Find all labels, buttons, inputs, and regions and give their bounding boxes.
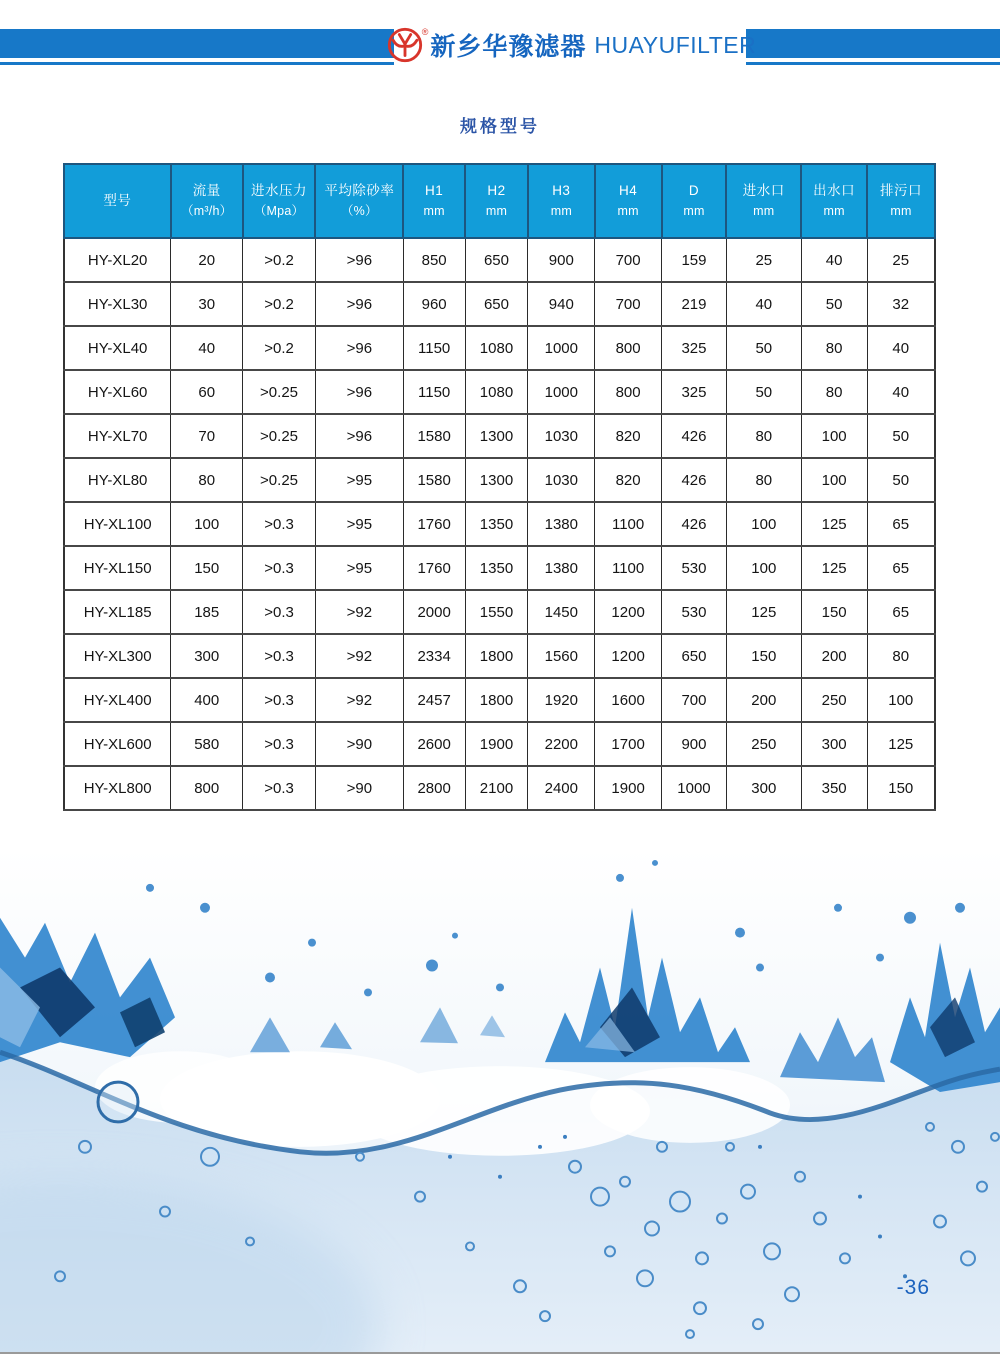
cell-value: 700 bbox=[595, 238, 662, 282]
cell-value: 219 bbox=[662, 282, 727, 326]
table-row bbox=[64, 502, 935, 546]
cell-value: >0.2 bbox=[243, 326, 316, 370]
cell-value: 1300 bbox=[465, 458, 528, 502]
cell-value: 100 bbox=[726, 502, 801, 546]
cell-model: HY-XL185 bbox=[64, 590, 171, 634]
cell-value: 125 bbox=[801, 546, 867, 590]
cell-value: 25 bbox=[726, 238, 801, 282]
cell-value: 100 bbox=[171, 502, 243, 546]
cell-value: 250 bbox=[801, 678, 867, 722]
cell-value: >0.25 bbox=[243, 414, 316, 458]
cell-value: 65 bbox=[867, 546, 935, 590]
cell-value: 2334 bbox=[403, 634, 465, 678]
cell-value: 200 bbox=[726, 678, 801, 722]
cell-value: 125 bbox=[867, 722, 935, 766]
cell-value: 2200 bbox=[528, 722, 595, 766]
cell-value: 1000 bbox=[528, 370, 595, 414]
cell-value: 800 bbox=[595, 326, 662, 370]
cell-value: 580 bbox=[171, 722, 243, 766]
table-row bbox=[64, 282, 935, 326]
cell-value: 800 bbox=[171, 766, 243, 810]
col-header-7: H3 mm bbox=[528, 164, 595, 238]
cell-value: 350 bbox=[801, 766, 867, 810]
table-row bbox=[64, 722, 935, 766]
cell-value: 1300 bbox=[465, 414, 528, 458]
col-header-6: H2 mm bbox=[465, 164, 528, 238]
cell-value: >95 bbox=[315, 458, 403, 502]
cell-value: 1760 bbox=[403, 546, 465, 590]
cell-value: 1800 bbox=[465, 634, 528, 678]
cell-value: 65 bbox=[867, 590, 935, 634]
table-row bbox=[64, 326, 935, 370]
col-header-2: 流量 （m³/h） bbox=[171, 164, 243, 238]
cell-value: 250 bbox=[726, 722, 801, 766]
cell-value: 1150 bbox=[403, 370, 465, 414]
cell-value: 1350 bbox=[465, 546, 528, 590]
cell-value: 80 bbox=[171, 458, 243, 502]
cell-value: 100 bbox=[726, 546, 801, 590]
cell-value: 2100 bbox=[465, 766, 528, 810]
cell-value: 100 bbox=[867, 678, 935, 722]
cell-model: HY-XL70 bbox=[64, 414, 171, 458]
col-header-3: 进水压力 （Mpa） bbox=[243, 164, 316, 238]
cell-value: 1450 bbox=[528, 590, 595, 634]
cell-value: 530 bbox=[662, 546, 727, 590]
cell-value: 2457 bbox=[403, 678, 465, 722]
cell-value: 1380 bbox=[528, 546, 595, 590]
cell-model: HY-XL400 bbox=[64, 678, 171, 722]
cell-value: >0.25 bbox=[243, 370, 316, 414]
table-row bbox=[64, 546, 935, 590]
col-header-1: 型号 bbox=[64, 164, 171, 238]
water-splash-graphic bbox=[0, 848, 1000, 1352]
cell-value: 300 bbox=[726, 766, 801, 810]
page-title: 规格型号 bbox=[460, 117, 540, 136]
cell-value: 325 bbox=[662, 370, 727, 414]
cell-value: 100 bbox=[801, 458, 867, 502]
cell-value: 50 bbox=[867, 458, 935, 502]
cell-model: HY-XL40 bbox=[64, 326, 171, 370]
cell-value: 820 bbox=[595, 414, 662, 458]
registered-trademark: ® bbox=[421, 27, 429, 37]
cell-value: 960 bbox=[403, 282, 465, 326]
cell-value: >0.2 bbox=[243, 238, 316, 282]
cell-value: >95 bbox=[315, 546, 403, 590]
cell-value: 40 bbox=[867, 370, 935, 414]
cell-value: 700 bbox=[662, 678, 727, 722]
cell-value: 1550 bbox=[465, 590, 528, 634]
table-row bbox=[64, 634, 935, 678]
cell-value: 40 bbox=[726, 282, 801, 326]
cell-value: 300 bbox=[801, 722, 867, 766]
table-row bbox=[64, 238, 935, 282]
cell-value: 1030 bbox=[528, 414, 595, 458]
cell-value: 530 bbox=[662, 590, 727, 634]
cell-value: 800 bbox=[595, 370, 662, 414]
cell-value: >0.3 bbox=[243, 722, 316, 766]
cell-value: 2000 bbox=[403, 590, 465, 634]
cell-value: 65 bbox=[867, 502, 935, 546]
cell-value: 125 bbox=[801, 502, 867, 546]
cell-value: 1800 bbox=[465, 678, 528, 722]
col-header-12: 排污口 mm bbox=[867, 164, 935, 238]
cell-value: 40 bbox=[867, 326, 935, 370]
cell-model: HY-XL60 bbox=[64, 370, 171, 414]
cell-value: >92 bbox=[315, 678, 403, 722]
cell-value: 1200 bbox=[595, 634, 662, 678]
cell-value: 1560 bbox=[528, 634, 595, 678]
cell-value: 850 bbox=[403, 238, 465, 282]
table-header-row bbox=[64, 164, 935, 238]
cell-value: 400 bbox=[171, 678, 243, 722]
cell-value: 40 bbox=[801, 238, 867, 282]
huayu-logo-icon bbox=[386, 26, 424, 64]
banner-bar-left bbox=[0, 29, 394, 58]
brand-lockup bbox=[398, 22, 757, 68]
cell-value: >0.3 bbox=[243, 502, 316, 546]
cell-value: 25 bbox=[867, 238, 935, 282]
cell-value: 820 bbox=[595, 458, 662, 502]
col-header-4: 平均除砂率 （%） bbox=[315, 164, 403, 238]
cell-value: >96 bbox=[315, 238, 403, 282]
spec-table bbox=[63, 163, 936, 811]
cell-value: 1100 bbox=[595, 546, 662, 590]
cell-value: 1200 bbox=[595, 590, 662, 634]
cell-value: >92 bbox=[315, 634, 403, 678]
cell-value: 20 bbox=[171, 238, 243, 282]
cell-value: 100 bbox=[801, 414, 867, 458]
cell-value: 80 bbox=[801, 370, 867, 414]
cell-value: >0.25 bbox=[243, 458, 316, 502]
cell-value: >96 bbox=[315, 414, 403, 458]
cell-value: 2400 bbox=[528, 766, 595, 810]
col-header-10: 进水口 mm bbox=[726, 164, 801, 238]
cell-model: HY-XL600 bbox=[64, 722, 171, 766]
cell-value: >90 bbox=[315, 722, 403, 766]
cell-value: 650 bbox=[465, 282, 528, 326]
cell-model: HY-XL150 bbox=[64, 546, 171, 590]
cell-value: 50 bbox=[801, 282, 867, 326]
cell-value: 940 bbox=[528, 282, 595, 326]
cell-value: >96 bbox=[315, 282, 403, 326]
cell-value: 80 bbox=[726, 414, 801, 458]
col-header-9: D mm bbox=[662, 164, 727, 238]
cell-value: 80 bbox=[867, 634, 935, 678]
cell-value: 900 bbox=[528, 238, 595, 282]
table-row bbox=[64, 766, 935, 810]
banner-underline-right bbox=[746, 62, 1000, 65]
cell-value: 150 bbox=[171, 546, 243, 590]
cell-value: 50 bbox=[726, 370, 801, 414]
cell-value: 1100 bbox=[595, 502, 662, 546]
cell-value: >92 bbox=[315, 590, 403, 634]
cell-model: HY-XL300 bbox=[64, 634, 171, 678]
cell-value: 426 bbox=[662, 458, 727, 502]
cell-value: 325 bbox=[662, 326, 727, 370]
cell-value: >96 bbox=[315, 370, 403, 414]
table-row bbox=[64, 678, 935, 722]
cell-value: 80 bbox=[801, 326, 867, 370]
cell-value: 1030 bbox=[528, 458, 595, 502]
cell-value: 50 bbox=[726, 326, 801, 370]
water-splash-image bbox=[0, 848, 1000, 1352]
cell-value: 70 bbox=[171, 414, 243, 458]
table-row bbox=[64, 370, 935, 414]
cell-value: 1920 bbox=[528, 678, 595, 722]
cell-value: 150 bbox=[867, 766, 935, 810]
cell-value: 1350 bbox=[465, 502, 528, 546]
cell-model: HY-XL80 bbox=[64, 458, 171, 502]
cell-value: >90 bbox=[315, 766, 403, 810]
cell-model: HY-XL100 bbox=[64, 502, 171, 546]
banner-bar-right bbox=[746, 29, 1000, 58]
table-row bbox=[64, 458, 935, 502]
cell-value: 32 bbox=[867, 282, 935, 326]
brand-name-english: HUAYUFILTER bbox=[594, 31, 757, 58]
cell-value: >0.3 bbox=[243, 546, 316, 590]
cell-value: 150 bbox=[801, 590, 867, 634]
cell-value: >0.2 bbox=[243, 282, 316, 326]
cell-value: 900 bbox=[662, 722, 727, 766]
col-header-8: H4 mm bbox=[595, 164, 662, 238]
cell-value: 1900 bbox=[595, 766, 662, 810]
page-number: -36 bbox=[896, 1276, 930, 1299]
cell-value: 650 bbox=[662, 634, 727, 678]
cell-value: 426 bbox=[662, 414, 727, 458]
table-row bbox=[64, 414, 935, 458]
cell-value: 426 bbox=[662, 502, 727, 546]
cell-value: 300 bbox=[171, 634, 243, 678]
cell-value: 150 bbox=[726, 634, 801, 678]
cell-value: 60 bbox=[171, 370, 243, 414]
cell-model: HY-XL20 bbox=[64, 238, 171, 282]
cell-value: 1760 bbox=[403, 502, 465, 546]
brand-name-chinese: 新乡华豫滤器 bbox=[430, 33, 587, 61]
cell-value: 185 bbox=[171, 590, 243, 634]
cell-value: 40 bbox=[171, 326, 243, 370]
cell-model: HY-XL30 bbox=[64, 282, 171, 326]
cell-value: 125 bbox=[726, 590, 801, 634]
cell-value: 200 bbox=[801, 634, 867, 678]
cell-value: 1150 bbox=[403, 326, 465, 370]
cell-value: >0.3 bbox=[243, 590, 316, 634]
cell-value: 1080 bbox=[465, 370, 528, 414]
cell-value: 50 bbox=[867, 414, 935, 458]
cell-value: >0.3 bbox=[243, 634, 316, 678]
col-header-11: 出水口 mm bbox=[801, 164, 867, 238]
cell-value: >96 bbox=[315, 326, 403, 370]
cell-value: 2800 bbox=[403, 766, 465, 810]
cell-value: 1600 bbox=[595, 678, 662, 722]
cell-value: 80 bbox=[726, 458, 801, 502]
cell-value: 1580 bbox=[403, 414, 465, 458]
cell-value: 1080 bbox=[465, 326, 528, 370]
cell-value: 2600 bbox=[403, 722, 465, 766]
col-header-5: H1 mm bbox=[403, 164, 465, 238]
cell-value: 1700 bbox=[595, 722, 662, 766]
banner-underline-left bbox=[0, 62, 394, 65]
cell-value: 650 bbox=[465, 238, 528, 282]
cell-value: >0.3 bbox=[243, 678, 316, 722]
cell-value: >0.3 bbox=[243, 766, 316, 810]
cell-value: 1580 bbox=[403, 458, 465, 502]
cell-model: HY-XL800 bbox=[64, 766, 171, 810]
cell-value: 1900 bbox=[465, 722, 528, 766]
cell-value: 1000 bbox=[528, 326, 595, 370]
cell-value: 1380 bbox=[528, 502, 595, 546]
cell-value: 700 bbox=[595, 282, 662, 326]
table-row bbox=[64, 590, 935, 634]
cell-value: 159 bbox=[662, 238, 727, 282]
cell-value: >95 bbox=[315, 502, 403, 546]
cell-value: 1000 bbox=[662, 766, 727, 810]
cell-value: 30 bbox=[171, 282, 243, 326]
